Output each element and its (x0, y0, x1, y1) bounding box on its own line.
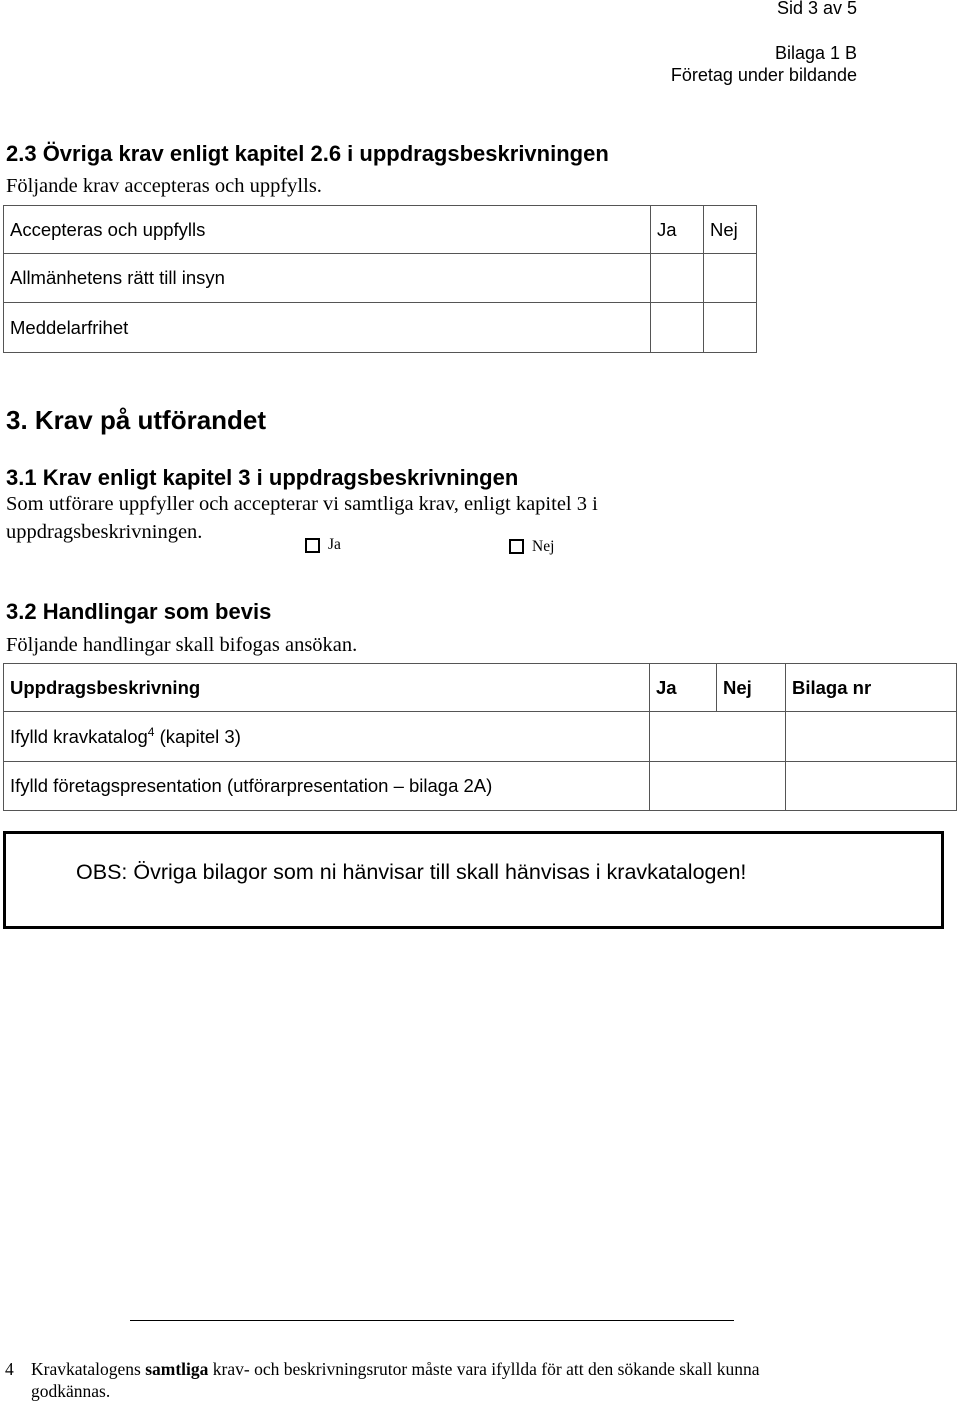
yes-checkbox-label: Ja (328, 536, 341, 553)
footnote-text (31, 1358, 946, 1402)
row-label-suffix: (kapitel 3) (154, 726, 241, 748)
section-3-2-intro: Följande handlingar skall bifogas ansökan. (6, 634, 358, 656)
footnote-number: 4 (5, 1359, 14, 1379)
table-row (4, 762, 957, 811)
yes-cell[interactable] (650, 712, 717, 762)
row-label: Allmänhetens rätt till insyn (4, 254, 651, 303)
table-header-row (4, 664, 957, 712)
yes-cell[interactable] (650, 762, 717, 811)
table-header-row (4, 206, 757, 254)
row-label: Ifylld företagspresentation (utförarpresentation – bilaga 2A) (4, 762, 650, 811)
no-cell[interactable] (704, 303, 757, 353)
no-cell[interactable] (717, 712, 786, 762)
no-cell[interactable] (717, 762, 786, 811)
no-checkbox-label: Nej (532, 538, 555, 555)
footnote-text-line2: godkännas. (31, 1381, 111, 1401)
no-checkbox[interactable] (509, 539, 524, 554)
yes-cell[interactable] (651, 254, 704, 303)
column-header: Accepteras och uppfylls (4, 206, 651, 254)
attachment-label: Bilaga 1 B (774, 43, 857, 63)
evidence-table (3, 663, 957, 811)
yes-checkbox[interactable] (305, 538, 320, 553)
notice-box (3, 831, 944, 929)
section-3-2-heading: 3.2 Handlingar som bevis (6, 599, 272, 624)
column-header-no: Nej (717, 664, 786, 712)
footnote-text-start: Kravkatalogens (31, 1359, 146, 1379)
yes-cell[interactable] (651, 303, 704, 353)
page-number: Sid 3 av 5 (776, 0, 857, 18)
footnote-emphasis: samtliga (145, 1359, 209, 1379)
column-header-no: Nej (704, 206, 757, 254)
notice-text: OBS: Övriga bilagor som ni hänvisar till skall hänvisas i kravkatalogen! (76, 860, 747, 884)
footnote-separator (130, 1320, 734, 1321)
table-row (4, 303, 757, 353)
section-3-heading: 3. Krav på utförandet (6, 405, 267, 435)
row-label (4, 712, 650, 762)
column-header-yes: Ja (651, 206, 704, 254)
no-cell[interactable] (704, 254, 757, 303)
section-2-3-heading: 2.3 Övriga krav enligt kapitel 2.6 i uppdragsbeskrivningen (6, 141, 609, 166)
row-label: Meddelarfrihet (4, 303, 651, 353)
table-row (4, 712, 957, 762)
section-3-1-line2: uppdragsbeskrivningen. (6, 521, 203, 543)
row-label-text: Ifylld kravkatalog (10, 726, 148, 748)
section-2-3-intro: Följande krav accepteras och uppfylls. (6, 175, 322, 197)
column-header: Uppdragsbeskrivning (4, 664, 650, 712)
table-row (4, 254, 757, 303)
footnote-text-end: krav- och beskrivningsrutor måste vara ifyllda för att den sökande skall kunna (208, 1359, 760, 1379)
attachment-number-cell[interactable] (786, 762, 957, 811)
attachment-number-cell[interactable] (786, 712, 957, 762)
company-label: Företag under bildande (670, 65, 857, 85)
section-3-1-line1: Som utförare uppfyller och accepterar vi samtliga krav, enligt kapitel 3 i (6, 493, 598, 515)
requirements-table (3, 205, 757, 353)
footnote-reference: 4 (147, 724, 155, 739)
column-header-yes: Ja (650, 664, 717, 712)
column-header-attachment: Bilaga nr (786, 664, 957, 712)
section-3-1-heading: 3.1 Krav enligt kapitel 3 i uppdragsbeskrivningen (6, 465, 519, 490)
